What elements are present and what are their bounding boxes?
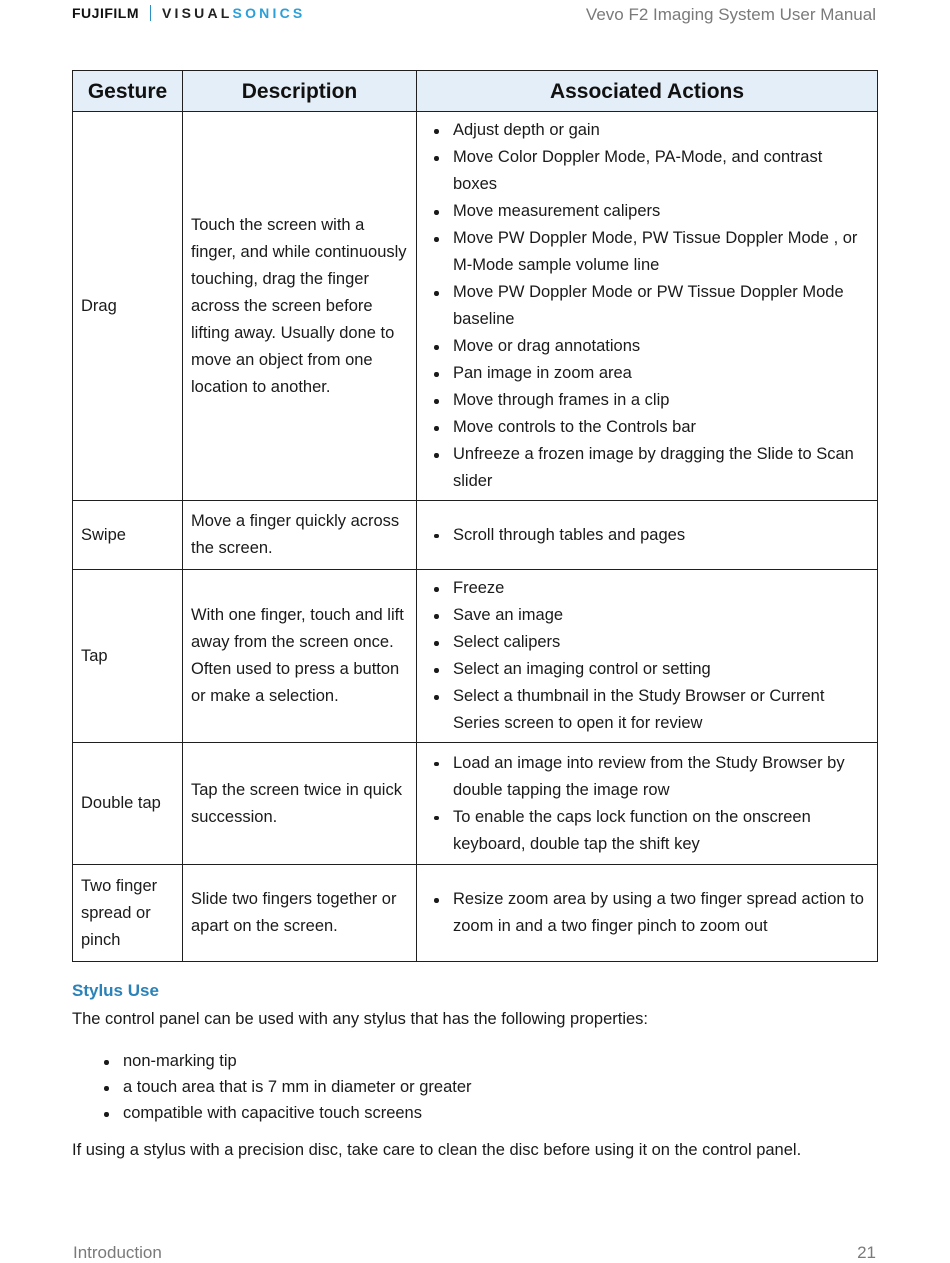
stylus-intro-text: The control panel can be used with any stylus that has the following properties:	[72, 1010, 649, 1028]
action-item: Move controls to the Controls bar	[453, 414, 865, 441]
action-item: Move PW Doppler Mode, PW Tissue Doppler Mode , or M-Mode sample volume line	[453, 225, 865, 279]
action-item: Unfreeze a frozen image by dragging the Slide to Scan slider	[453, 441, 865, 495]
action-item: Resize zoom area by using a two finger spread action to zoom in and a two finger pinch to zoom out	[453, 886, 865, 940]
action-item: Move measurement calipers	[453, 198, 865, 225]
actions-cell	[417, 570, 878, 743]
description-cell: Move a finger quickly across the screen.	[183, 501, 417, 570]
table-row-tap	[73, 570, 878, 743]
description-cell: With one finger, touch and lift away from the screen once. Often used to press a button or make a selection.	[183, 570, 417, 743]
page-header	[0, 0, 950, 40]
action-item: Freeze	[453, 575, 865, 602]
column-header-description: Description	[183, 71, 417, 112]
actions-list	[453, 575, 865, 737]
action-item: Move through frames in a clip	[453, 387, 865, 414]
action-item: To enable the caps lock function on the onscreen keyboard, double tap the shift key	[453, 804, 865, 858]
description-cell: Touch the screen with a finger, and while continuously touching, drag the finger across the screen before lifting away. Usually done to move an object from one location to another.	[183, 112, 417, 501]
action-item: Scroll through tables and pages	[453, 522, 865, 549]
table-row-drag	[73, 112, 878, 501]
column-header-associated-actions: Associated Actions	[417, 71, 878, 112]
actions-cell	[417, 112, 878, 501]
document-title: Vevo F2 Imaging System User Manual	[585, 5, 876, 24]
stylus-properties-list	[123, 1048, 472, 1126]
footer-section-name: Introduction	[73, 1243, 162, 1262]
action-item: Select an imaging control or setting	[453, 656, 865, 683]
list-item: compatible with capacitive touch screens	[123, 1100, 472, 1126]
description-cell: Slide two fingers together or apart on the screen.	[183, 865, 417, 962]
stylus-use-heading: Stylus Use	[72, 981, 159, 1000]
gesture-table	[72, 70, 878, 962]
actions-list	[453, 117, 865, 495]
actions-cell	[417, 865, 878, 962]
logo-fujifilm-text: FUJIFILM	[72, 5, 139, 21]
action-item: Move PW Doppler Mode or PW Tissue Doppler Mode baseline	[453, 279, 865, 333]
footer-page-number: 21	[857, 1243, 876, 1262]
action-item: Load an image into review from the Study Browser by double tapping the image row	[453, 750, 865, 804]
actions-cell	[417, 501, 878, 570]
logo-sonics-text: SONICS	[232, 5, 306, 21]
actions-list	[453, 750, 865, 858]
table-header-row	[73, 71, 878, 112]
action-item: Save an image	[453, 602, 865, 629]
table-row-two-finger-spread-or-pinch	[73, 865, 878, 962]
list-item: a touch area that is 7 mm in diameter or greater	[123, 1074, 472, 1100]
fujifilm-visualsonics-logo	[72, 4, 305, 22]
list-item: non-marking tip	[123, 1048, 472, 1074]
action-item: Move Color Doppler Mode, PA-Mode, and contrast boxes	[453, 144, 865, 198]
logo-visual-text: VISUAL	[162, 5, 233, 21]
table-row-double-tap	[73, 743, 878, 865]
stylus-note-text: If using a stylus with a precision disc, take care to clean the disc before using it on the control panel.	[72, 1141, 802, 1159]
table-row-swipe	[73, 501, 878, 570]
gesture-cell: Swipe	[73, 501, 183, 570]
gesture-cell: Drag	[73, 112, 183, 501]
description-cell: Tap the screen twice in quick succession.	[183, 743, 417, 865]
actions-cell	[417, 743, 878, 865]
column-header-gesture: Gesture	[73, 71, 183, 112]
action-item: Pan image in zoom area	[453, 360, 865, 387]
logo-divider	[150, 5, 151, 21]
actions-list	[453, 886, 865, 940]
gesture-cell: Double tap	[73, 743, 183, 865]
action-item: Adjust depth or gain	[453, 117, 865, 144]
action-item: Select a thumbnail in the Study Browser or Current Series screen to open it for review	[453, 683, 865, 737]
action-item: Select calipers	[453, 629, 865, 656]
gesture-cell: Tap	[73, 570, 183, 743]
actions-list	[453, 522, 865, 549]
gesture-cell: Two finger spread or pinch	[73, 865, 183, 962]
action-item: Move or drag annotations	[453, 333, 865, 360]
